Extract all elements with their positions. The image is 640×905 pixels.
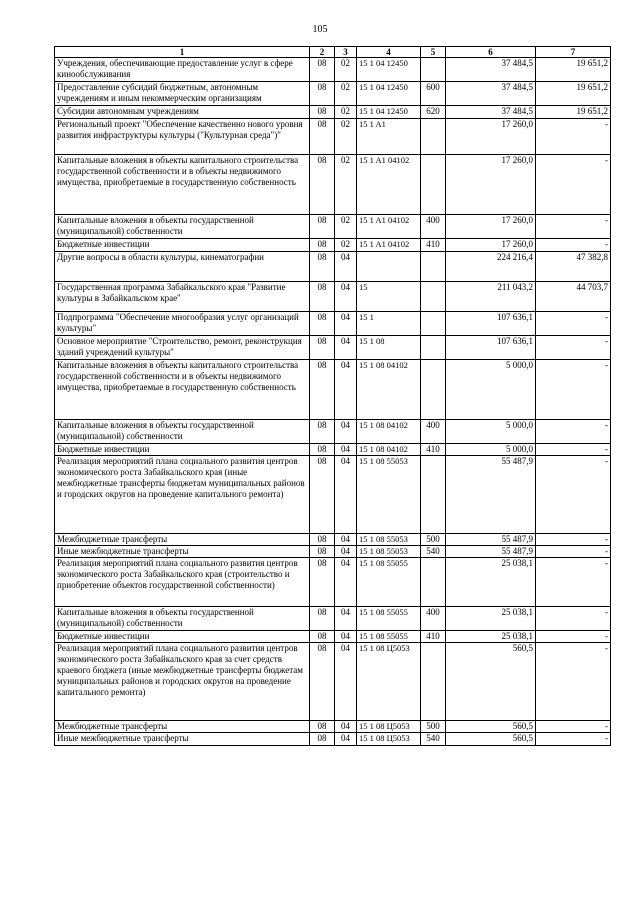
amount-year-2: - (536, 336, 611, 360)
row-name: Капитальные вложения в объекты государственной (муниципальной) собственности (55, 420, 310, 444)
row-name: Реализация мероприятий плана социального развития центров экономического роста Забайкальского края (строительство и приобретение объектов государственной собственности) (55, 558, 310, 607)
target-article-code: 15 1 04 12450 (357, 106, 421, 119)
amount-year-2: - (536, 546, 611, 558)
subsection-code: 04 (335, 607, 357, 631)
amount-year-2: 44 703,7 (536, 282, 611, 312)
amount-year-1: 211 043,2 (446, 282, 536, 312)
amount-year-2: - (536, 607, 611, 631)
section-code: 08 (310, 82, 335, 106)
header-col-2: 2 (310, 47, 335, 58)
target-article-code: 15 1 08 Ц5053 (357, 733, 421, 746)
subsection-code: 04 (335, 546, 357, 558)
target-article-code: 15 1 08 55055 (357, 607, 421, 631)
target-article-code: 15 1 08 04102 (357, 420, 421, 444)
page-number: 105 (312, 24, 328, 35)
budget-table-body (55, 58, 611, 746)
table-row (55, 82, 611, 106)
header-col-7: 7 (536, 47, 611, 58)
expense-type-code (421, 252, 446, 282)
subsection-code: 02 (335, 239, 357, 252)
expense-type-code (421, 312, 446, 336)
header-col-5: 5 (421, 47, 446, 58)
expense-type-code (421, 282, 446, 312)
amount-year-1: 25 038,1 (446, 558, 536, 607)
subsection-code: 04 (335, 643, 357, 721)
amount-year-1: 17 260,0 (446, 155, 536, 215)
expense-type-code (421, 155, 446, 215)
section-code: 08 (310, 721, 335, 733)
subsection-code: 04 (335, 721, 357, 733)
amount-year-2: - (536, 444, 611, 456)
section-code: 08 (310, 58, 335, 82)
expense-type-code: 400 (421, 607, 446, 631)
section-code: 08 (310, 119, 335, 155)
table-row (55, 106, 611, 119)
amount-year-1: 5 000,0 (446, 444, 536, 456)
table-row (55, 607, 611, 631)
subsection-code: 04 (335, 282, 357, 312)
section-code: 08 (310, 215, 335, 239)
subsection-code: 04 (335, 336, 357, 360)
expense-type-code: 410 (421, 239, 446, 252)
target-article-code: 15 1 08 04102 (357, 444, 421, 456)
table-row (55, 733, 611, 746)
section-code: 08 (310, 444, 335, 456)
amount-year-1: 107 636,1 (446, 312, 536, 336)
table-row (55, 420, 611, 444)
table-row (55, 631, 611, 643)
expense-type-code: 410 (421, 444, 446, 456)
expense-type-code (421, 58, 446, 82)
amount-year-1: 17 260,0 (446, 239, 536, 252)
amount-year-2: - (536, 456, 611, 534)
section-code: 08 (310, 252, 335, 282)
amount-year-1: 55 487,9 (446, 534, 536, 546)
target-article-code: 15 1 A1 04102 (357, 155, 421, 215)
table-row (55, 312, 611, 336)
subsection-code: 02 (335, 215, 357, 239)
table-row (55, 534, 611, 546)
section-code: 08 (310, 282, 335, 312)
subsection-code: 04 (335, 360, 357, 420)
row-name: Региональный проект "Обеспечение качественно нового уровня развития инфраструктуры культуры ("Культурная среда")" (55, 119, 310, 155)
amount-year-2: 19 651,2 (536, 82, 611, 106)
section-code: 08 (310, 546, 335, 558)
section-code: 08 (310, 733, 335, 746)
target-article-code: 15 1 A1 04102 (357, 239, 421, 252)
target-article-code: 15 (357, 282, 421, 312)
expense-type-code: 500 (421, 534, 446, 546)
section-code: 08 (310, 607, 335, 631)
row-name: Предоставление субсидий бюджетным, автономным учреждениям и иным некоммерческим организациям (55, 82, 310, 106)
row-name: Государственная программа Забайкальского края "Развитие культуры в Забайкальском крае" (55, 282, 310, 312)
subsection-code: 04 (335, 420, 357, 444)
amount-year-1: 55 487,9 (446, 456, 536, 534)
section-code: 08 (310, 312, 335, 336)
amount-year-2: - (536, 721, 611, 733)
subsection-code: 04 (335, 534, 357, 546)
target-article-code: 15 1 04 12450 (357, 82, 421, 106)
row-name: Межбюджетные трансферты (55, 534, 310, 546)
table-row (55, 119, 611, 155)
amount-year-2: - (536, 733, 611, 746)
amount-year-1: 560,5 (446, 733, 536, 746)
expense-type-code: 540 (421, 733, 446, 746)
target-article-code: 15 1 A1 (357, 119, 421, 155)
amount-year-2: - (536, 643, 611, 721)
expense-type-code (421, 558, 446, 607)
amount-year-1: 107 636,1 (446, 336, 536, 360)
amount-year-2: - (536, 558, 611, 607)
subsection-code: 04 (335, 631, 357, 643)
amount-year-2: 19 651,2 (536, 106, 611, 119)
amount-year-2: 47 382,8 (536, 252, 611, 282)
target-article-code: 15 1 08 55055 (357, 558, 421, 607)
subsection-code: 02 (335, 119, 357, 155)
row-name: Основное мероприятие "Строительство, ремонт, реконструкция зданий учреждений культуры" (55, 336, 310, 360)
expense-type-code: 410 (421, 631, 446, 643)
header-col-6: 6 (446, 47, 536, 58)
amount-year-1: 224 216,4 (446, 252, 536, 282)
target-article-code: 15 1 08 (357, 336, 421, 360)
amount-year-1: 17 260,0 (446, 215, 536, 239)
expense-type-code (421, 119, 446, 155)
amount-year-1: 25 038,1 (446, 607, 536, 631)
amount-year-1: 5 000,0 (446, 360, 536, 420)
row-name: Иные межбюджетные трансферты (55, 546, 310, 558)
subsection-code: 04 (335, 558, 357, 607)
table-row (55, 558, 611, 607)
table-row (55, 155, 611, 215)
section-code: 08 (310, 534, 335, 546)
expense-type-code (421, 360, 446, 420)
target-article-code: 15 1 08 Ц5053 (357, 643, 421, 721)
table-row (55, 336, 611, 360)
amount-year-2: - (536, 215, 611, 239)
row-name: Капитальные вложения в объекты государственной (муниципальной) собственности (55, 607, 310, 631)
subsection-code: 04 (335, 444, 357, 456)
amount-year-2: - (536, 239, 611, 252)
header-col-1: 1 (55, 47, 310, 58)
amount-year-1: 17 260,0 (446, 119, 536, 155)
table-row (55, 239, 611, 252)
table-row (55, 444, 611, 456)
target-article-code: 15 1 08 55053 (357, 534, 421, 546)
section-code: 08 (310, 155, 335, 215)
target-article-code: 15 1 08 04102 (357, 360, 421, 420)
row-name: Подпрограмма "Обеспечение многообразия услуг организаций культуры" (55, 312, 310, 336)
table-row (55, 360, 611, 420)
target-article-code: 15 1 (357, 312, 421, 336)
target-article-code: 15 1 08 Ц5053 (357, 721, 421, 733)
amount-year-2: - (536, 420, 611, 444)
section-code: 08 (310, 420, 335, 444)
section-code: 08 (310, 558, 335, 607)
target-article-code: 15 1 08 55053 (357, 456, 421, 534)
target-article-code: 15 1 04 12450 (357, 58, 421, 82)
expense-type-code (421, 456, 446, 534)
table-row (55, 215, 611, 239)
amount-year-1: 37 484,5 (446, 82, 536, 106)
subsection-code: 04 (335, 456, 357, 534)
subsection-code: 04 (335, 252, 357, 282)
expense-type-code: 600 (421, 82, 446, 106)
row-name: Реализация мероприятий плана социального развития центров экономического роста Забайкальского края за счет средств краевого бюджета (иные межбюджетные трансферты бюджетам муниципальных районов и городских округов на проведение капитального ремонта) (55, 643, 310, 721)
table-row (55, 721, 611, 733)
row-name: Бюджетные инвестиции (55, 444, 310, 456)
amount-year-1: 25 038,1 (446, 631, 536, 643)
target-article-code: 15 1 08 55055 (357, 631, 421, 643)
amount-year-2: - (536, 360, 611, 420)
budget-table (54, 46, 611, 746)
section-code: 08 (310, 360, 335, 420)
amount-year-1: 37 484,5 (446, 106, 536, 119)
row-name: Реализация мероприятий плана социального развития центров экономического роста Забайкальского края (иные межбюджетные трансферты бюджетам муниципальных районов и городских округов на проведение капитального ремонта) (55, 456, 310, 534)
header-col-4: 4 (357, 47, 421, 58)
amount-year-2: - (536, 631, 611, 643)
amount-year-2: - (536, 312, 611, 336)
row-name: Учреждения, обеспечивающие предоставление услуг в сфере кинообслуживания (55, 58, 310, 82)
amount-year-1: 5 000,0 (446, 420, 536, 444)
table-row (55, 58, 611, 82)
table-row (55, 456, 611, 534)
target-article-code (357, 252, 421, 282)
row-name: Межбюджетные трансферты (55, 721, 310, 733)
section-code: 08 (310, 106, 335, 119)
section-code: 08 (310, 336, 335, 360)
section-code: 08 (310, 456, 335, 534)
expense-type-code: 400 (421, 420, 446, 444)
amount-year-2: - (536, 119, 611, 155)
row-name: Бюджетные инвестиции (55, 631, 310, 643)
subsection-code: 02 (335, 58, 357, 82)
expense-type-code (421, 336, 446, 360)
section-code: 08 (310, 631, 335, 643)
subsection-code: 02 (335, 155, 357, 215)
table-row (55, 252, 611, 282)
expense-type-code: 620 (421, 106, 446, 119)
row-name: Другие вопросы в области культуры, кинематографии (55, 252, 310, 282)
row-name: Бюджетные инвестиции (55, 239, 310, 252)
amount-year-1: 55 487,9 (446, 546, 536, 558)
amount-year-2: 19 651,2 (536, 58, 611, 82)
row-name: Иные межбюджетные трансферты (55, 733, 310, 746)
subsection-code: 04 (335, 733, 357, 746)
expense-type-code (421, 643, 446, 721)
header-row (55, 47, 611, 58)
row-name: Капитальные вложения в объекты капитального строительства государственной собственности и в объекты недвижимого имущества, приобретаемые в государственную собственность (55, 360, 310, 420)
expense-type-code: 400 (421, 215, 446, 239)
row-name: Субсидии автономным учреждениям (55, 106, 310, 119)
table-row (55, 546, 611, 558)
subsection-code: 02 (335, 82, 357, 106)
subsection-code: 04 (335, 312, 357, 336)
target-article-code: 15 1 08 55053 (357, 546, 421, 558)
row-name: Капитальные вложения в объекты государственной (муниципальной) собственности (55, 215, 310, 239)
table-row (55, 282, 611, 312)
amount-year-2: - (536, 155, 611, 215)
target-article-code: 15 1 A1 04102 (357, 215, 421, 239)
header-col-3: 3 (335, 47, 357, 58)
amount-year-1: 560,5 (446, 643, 536, 721)
table-row (55, 643, 611, 721)
expense-type-code: 500 (421, 721, 446, 733)
amount-year-2: - (536, 534, 611, 546)
amount-year-1: 37 484,5 (446, 58, 536, 82)
amount-year-1: 560,5 (446, 721, 536, 733)
row-name: Капитальные вложения в объекты капитального строительства государственной собственности и в объекты недвижимого имущества, приобретаемые в государственную собственность (55, 155, 310, 215)
section-code: 08 (310, 239, 335, 252)
subsection-code: 02 (335, 106, 357, 119)
expense-type-code: 540 (421, 546, 446, 558)
section-code: 08 (310, 643, 335, 721)
